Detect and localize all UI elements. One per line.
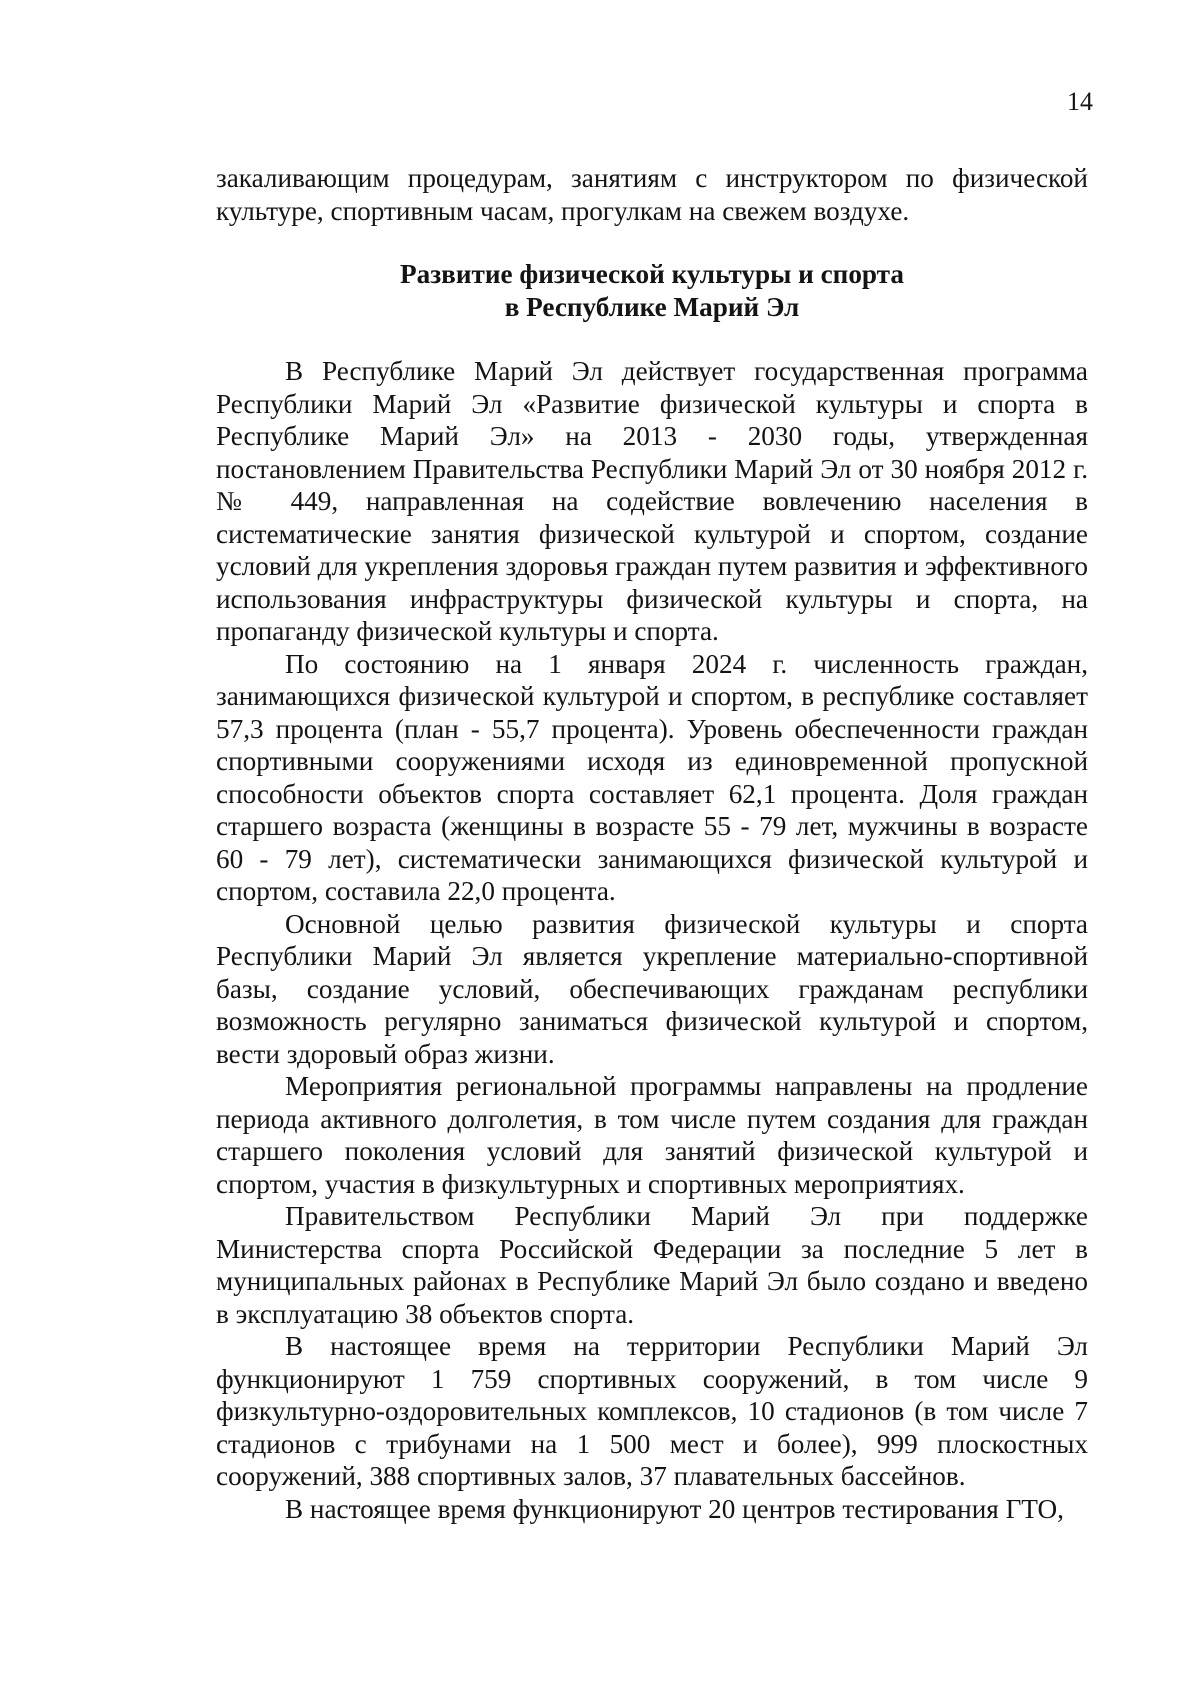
paragraph-main-goal: Основной целью развития физической культуры и спорта Республики Марий Эл является укрепление материально-спортивной базы, создание условий, обеспечивающих гражданам республики возможность регулярно заниматься физической культурой и спортом, вести здоровый образ жизни.: [216, 908, 1088, 1069]
spacer: [216, 227, 1088, 258]
document-body: [216, 162, 1088, 1525]
paragraph-gto-centers: В настоящее время функционируют 20 центров тестирования ГТО,: [285, 1493, 1064, 1524]
paragraph-state-program: В Республике Марий Эл действует государственная программа Республики Марий Эл «Развитие физической культуры и спорта в Республике Марий Эл» на 2013 - 2030 годы, утвержденная постановлением Правительства Республики Марий Эл от 30 ноября 2012 г. № 449, направленная на содействие вовлечению населения в систематические занятия физической культурой и спортом, создание условий для укрепления здоровья граждан путем развития и эффективного использования инфраструктуры физической культуры и спорта, на пропаганду физической культуры и спорта.: [216, 356, 1088, 646]
page-number: 14: [1067, 87, 1093, 116]
paragraph-active-longevity: Мероприятия региональной программы направлены на продление периода активного долголетия, в том числе путем создания для граждан старшего поколения условий для занятий физической культурой и спортом, участия в физкультурных и спортивных мероприятиях.: [216, 1071, 1088, 1199]
section-heading-line-1: Развитие физической культуры и спорта: [400, 259, 904, 289]
paragraph-statistics: По состоянию на 1 января 2024 г. численность граждан, занимающихся физической культурой и спортом, в республике составляет 57,3 процента (план - 55,7 процента). Уровень обеспеченности граждан спортивными сооружениями исходя из единовременной пропускной способности объектов спорта составляет 62,1 процента. Доля граждан старшего возраста (женщины в возрасте 55 - 79 лет, мужчины в возрасте 60 - 79 лет), систематически занимающихся физической культурой и спортом, составила 22,0 процента.: [216, 648, 1088, 906]
spacer: [216, 323, 1088, 355]
intro-paragraph: закаливающим процедурам, занятиям с инструктором по физической культуре, спортивным часам, прогулкам на свежем воздухе.: [216, 163, 1088, 226]
paragraph-sports-facilities: В настоящее время на территории Республики Марий Эл функционируют 1 759 спортивных сооружений, в том числе 9 физкультурно-оздоровительных комплексов, 10 стадионов (в том числе 7 стадионов с трибунами на 1 500 мест и более), 999 плоскостных сооружений, 388 спортивных залов, 37 плавательных бассейнов.: [216, 1331, 1088, 1491]
paragraph-new-facilities: Правительством Республики Марий Эл при поддержке Министерства спорта Российской Федерации за последние 5 лет в муниципальных районах в Республике Марий Эл было создано и введено в эксплуатацию 38 объектов спорта.: [216, 1201, 1088, 1329]
section-heading-line-2: в Республике Марий Эл: [504, 291, 800, 322]
section-heading: [216, 258, 1088, 323]
